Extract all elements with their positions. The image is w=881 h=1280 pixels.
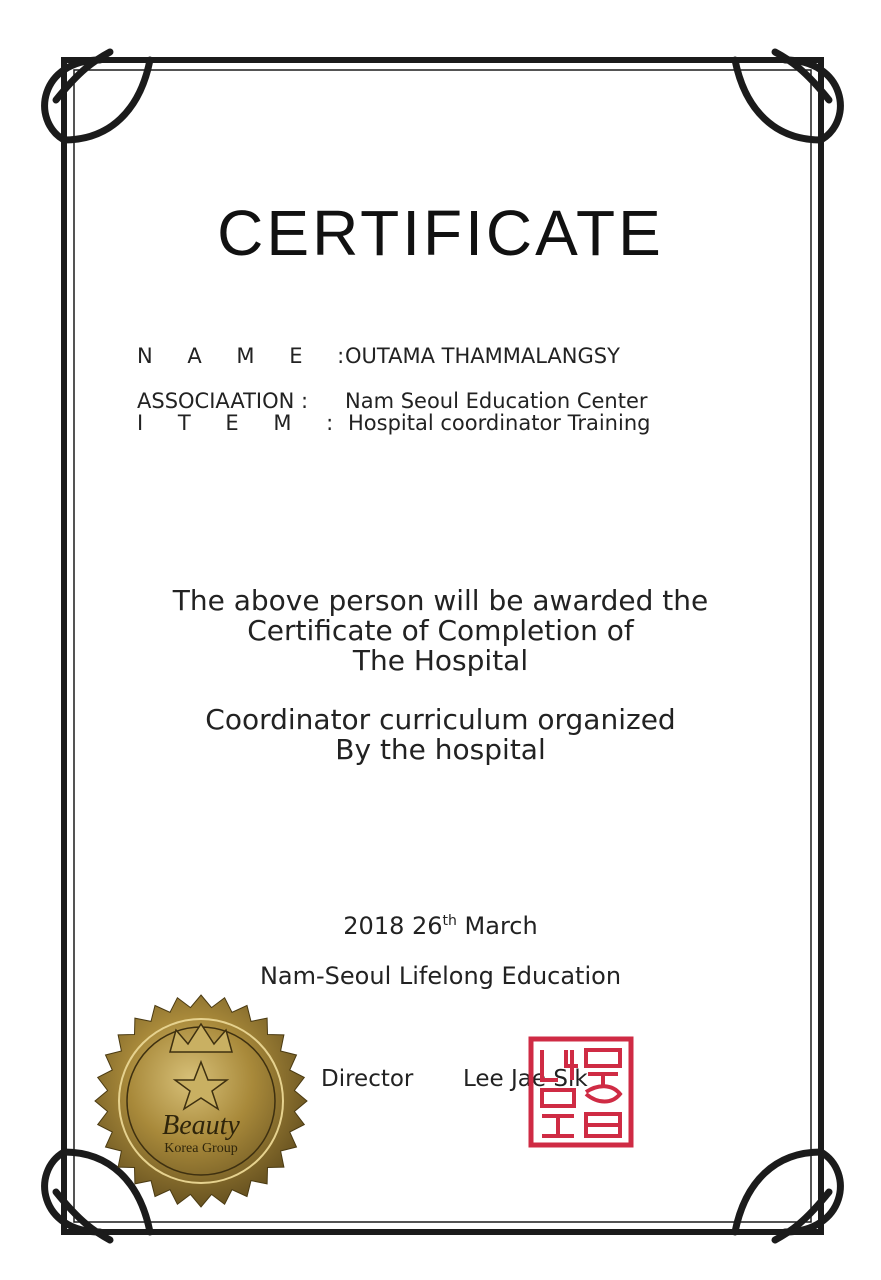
name-label: N A M E :: [137, 344, 359, 368]
item-label: I T E M :: [137, 411, 348, 435]
certificate-title: CERTIFICATE: [217, 197, 664, 269]
body-line-1: The above person will be awarded the: [172, 584, 709, 617]
body-line-4: Coordinator curriculum organized: [205, 703, 676, 736]
body-line-5: By the hospital: [335, 733, 546, 766]
signatory-name: Lee Jae Sik: [463, 1066, 588, 1092]
gold-seal-main-text: Beauty: [162, 1110, 240, 1141]
date-year-day: 2018 26: [343, 912, 443, 940]
date-month: March: [464, 912, 538, 940]
corner-ornament-bottom-right: [735, 1152, 840, 1240]
body-line-2: Certificate of Completion of: [247, 614, 634, 647]
item-value: Hospital coordinator Training: [348, 411, 651, 435]
red-stamp: [528, 1036, 634, 1148]
name-value: OUTAMA THAMMALANGSY: [345, 344, 620, 368]
certificate-date: [0, 912, 881, 940]
gold-seal: [92, 992, 310, 1210]
body-line-3: The Hospital: [352, 644, 529, 677]
signatory-title: Director: [321, 1066, 414, 1092]
association-label: ASSOCIAATION :: [137, 389, 309, 413]
association-value: Nam Seoul Education Center: [345, 389, 648, 413]
issuer-name: Nam-Seoul Lifelong Education: [259, 962, 622, 990]
date-ordinal-suffix: th: [442, 913, 457, 929]
gold-seal-sub-text: Korea Group: [164, 1141, 238, 1156]
corner-ornament-top-right: [735, 52, 840, 140]
corner-ornament-top-left: [45, 52, 150, 140]
